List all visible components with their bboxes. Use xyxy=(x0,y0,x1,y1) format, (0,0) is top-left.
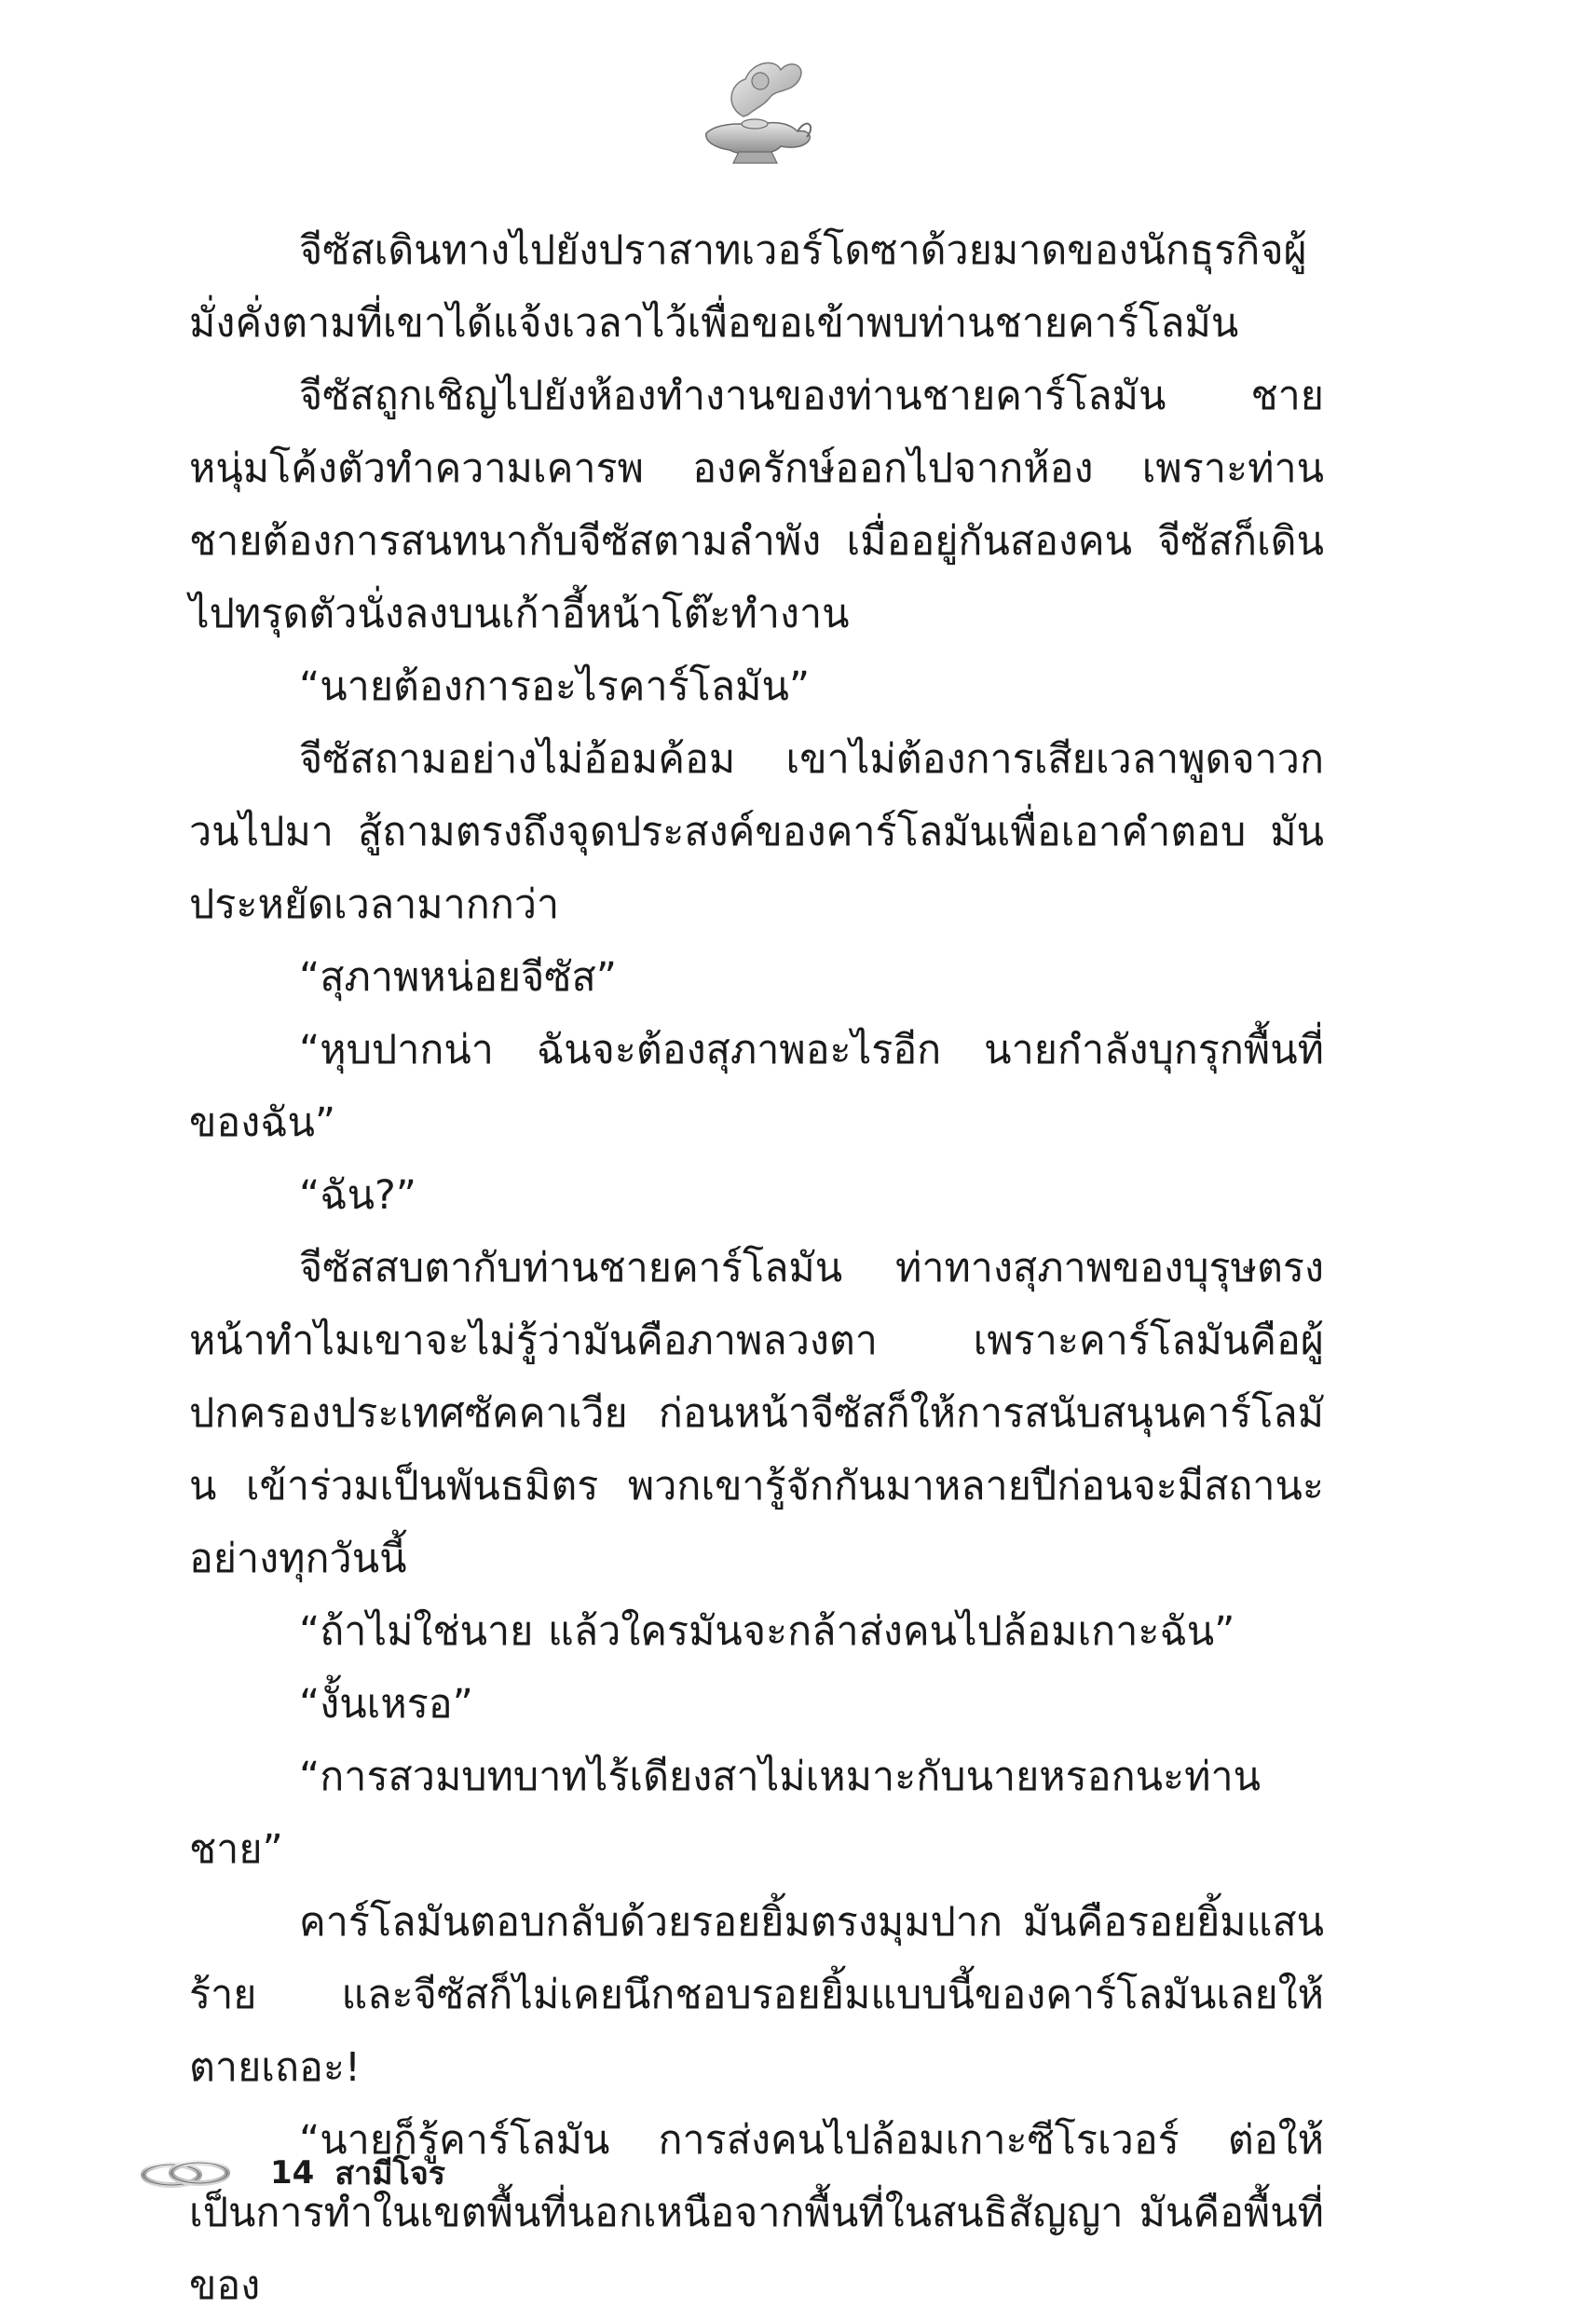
paragraph: จีซัสเดินทางไปยังปราสาทเวอร์โดซาด้วยมาดของนักธุรกิจผู้มั่งคั่งตามที่เขาได้แจ้งเวลาไว้เพื่อขอเข้าพบท่านชายคาร์โลมัน xyxy=(189,227,1307,347)
paragraph: จีซัสถามอย่างไม่อ้อมค้อม เขาไม่ต้องการเสียเวลาพูดจาวกวนไปมา สู้ถามตรงถึงจุดประสงค์ของคาร์โลมันเพื่อเอาคำตอบ มันประหยัดเวลามากกว่า xyxy=(189,736,1324,928)
wedding-rings-icon xyxy=(140,2154,233,2192)
paragraph: “ฉัน?” xyxy=(299,1172,417,1219)
paragraph: คาร์โลมันตอบกลับด้วยรอยยิ้มตรงมุมปาก มันคือรอยยิ้มแสนร้าย และจีซัสก็ไม่เคยนึกชอบรอยยิ้มแบบนี้ของคาร์โลมันเลยให้ตายเถอะ! xyxy=(189,1899,1324,2091)
paragraph: จีซัสถูกเชิญไปยังห้องทำงานของท่านชายคาร์โลมัน ชายหนุ่มโค้งตัวทำความเคารพ องครักษ์ออกไปจากห้อง เพราะท่านชายต้องการสนทนากับจีซัสตามลำพัง เมื่ออยู่กันสองคน จีซัสก็เดินไปทรุดตัวนั่งลงบนเก้าอี้หน้าโต๊ะทำงาน xyxy=(189,373,1324,637)
paragraph: “สุภาพหน่อยจีซัส” xyxy=(299,954,618,1001)
book-title: สามีโจร xyxy=(334,2155,446,2192)
paragraph: “หุบปากน่า ฉันจะต้องสุภาพอะไรอีก นายกำลังบุกรุกพื้นที่ของฉัน” xyxy=(189,1027,1324,1146)
paragraph: “การสวมบทบาทไร้เดียงสาไม่เหมาะกับนายหรอกนะท่านชาย” xyxy=(189,1754,1261,1873)
paragraph: “นายต้องการอะไรคาร์โลมัน” xyxy=(299,663,811,710)
paragraph: “ถ้าไม่ใช่นาย แล้วใครมันจะกล้าส่งคนไปล้อมเกาะฉัน” xyxy=(299,1608,1235,1655)
page-number: 14 xyxy=(270,2154,315,2192)
page-footer xyxy=(140,2145,445,2201)
genie-lamp-icon xyxy=(688,51,818,172)
chapter-body-text xyxy=(189,214,1324,2322)
paragraph: “นายก็รู้คาร์โลมัน การส่งคนไปล้อมเกาะซีโรเวอร์ ต่อให้เป็นการทำในเขตพื้นที่นอกเหนือจากพื้นที่ในสนธิสัญญา มันคือพื้นที่ของ xyxy=(189,2117,1324,2309)
paragraph: “งั้นเหรอ” xyxy=(299,1681,473,1728)
paragraph: จีซัสสบตากับท่านชายคาร์โลมัน ท่าทางสุภาพของบุรุษตรงหน้าทำไมเขาจะไม่รู้ว่ามันคือภาพลวงตา เพราะคาร์โลมันคือผู้ปกครองประเทศซัคคาเวีย ก่อนหน้าจีซัสก็ให้การสนับสนุนคาร์โลมัน เข้าร่วมเป็นพันธมิตร พวกเขารู้จักกันมาหลายปีก่อนจะมีสถานะอย่างทุกวันนี้ xyxy=(189,1245,1324,1582)
